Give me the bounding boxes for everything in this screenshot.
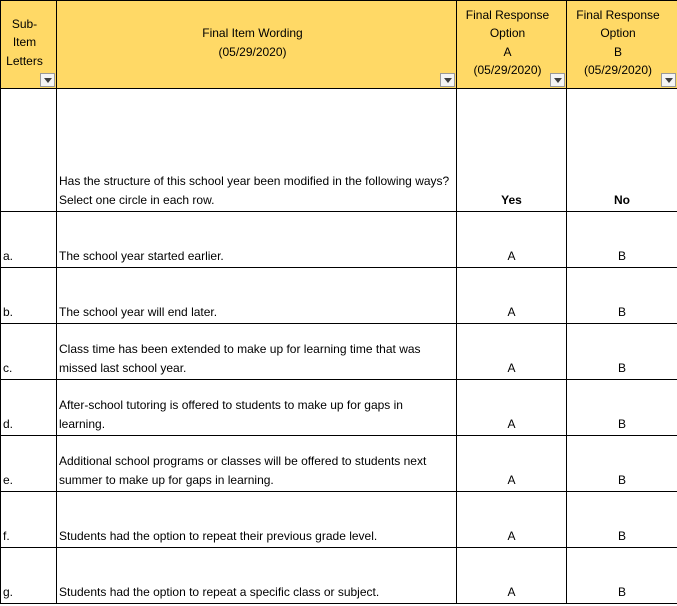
- cell-option-b[interactable]: B: [567, 380, 677, 436]
- header-line: Item: [12, 35, 37, 50]
- item-row: [1, 380, 677, 436]
- item-row: [1, 548, 677, 604]
- item-row: [1, 436, 677, 492]
- cell-option-b[interactable]: B: [567, 436, 677, 492]
- cell-option-b[interactable]: B: [567, 212, 677, 268]
- filter-dropdown-button[interactable]: [550, 73, 565, 87]
- cell-wording[interactable]: Students had the option to repeat their previous grade level.: [57, 492, 457, 548]
- filter-dropdown-icon: [444, 78, 452, 83]
- cell-letter[interactable]: c.: [1, 324, 57, 380]
- header-line: (05/29/2020): [473, 63, 542, 77]
- cell-wording[interactable]: The school year will end later.: [57, 268, 457, 324]
- cell-letter[interactable]: g.: [1, 548, 57, 604]
- intro-row: [1, 89, 677, 212]
- header-line: Final Response: [465, 7, 550, 22]
- filter-dropdown-button[interactable]: [440, 73, 455, 87]
- cell-option-b[interactable]: B: [567, 268, 677, 324]
- header-line: Option: [489, 26, 526, 40]
- header-response-option-b: [567, 1, 677, 89]
- cell-option-a[interactable]: A: [457, 268, 567, 324]
- header-final-item-wording: [57, 1, 457, 89]
- cell-wording[interactable]: Class time has been extended to make up for learning time that was missed last school year.: [57, 324, 457, 380]
- cell-option-a[interactable]: A: [457, 492, 567, 548]
- cell-letter[interactable]: a.: [1, 212, 57, 268]
- filter-dropdown-icon: [665, 78, 673, 83]
- header-line: Final Response: [576, 7, 660, 22]
- cell-wording[interactable]: The school year started earlier.: [57, 212, 457, 268]
- cell-option-a[interactable]: A: [457, 324, 567, 380]
- cell-option-b[interactable]: B: [567, 548, 677, 604]
- header-response-option-a: [457, 1, 567, 89]
- cell-option-a[interactable]: Yes: [457, 89, 567, 212]
- header-line: Sub-: [11, 16, 38, 31]
- header-sub-item-letters: [1, 1, 57, 89]
- cell-option-a[interactable]: A: [457, 212, 567, 268]
- item-row: [1, 492, 677, 548]
- item-row: [1, 212, 677, 268]
- header-line: Final Item Wording: [202, 26, 303, 40]
- filter-dropdown-icon: [44, 78, 52, 83]
- item-row: [1, 324, 677, 380]
- header-line: B: [613, 44, 622, 59]
- header-line: A: [503, 44, 512, 59]
- filter-dropdown-button[interactable]: [40, 73, 55, 87]
- cell-option-b[interactable]: B: [567, 492, 677, 548]
- cell-option-a[interactable]: A: [457, 548, 567, 604]
- cell-wording[interactable]: Has the structure of this school year been modified in the following ways? Select one circle in each row.: [57, 89, 457, 212]
- header-line: (05/29/2020): [583, 63, 653, 77]
- cell-wording[interactable]: Students had the option to repeat a specific class or subject.: [57, 548, 457, 604]
- cell-option-a[interactable]: A: [457, 380, 567, 436]
- header-line: Letters: [6, 53, 43, 68]
- cell-letter[interactable]: e.: [1, 436, 57, 492]
- cell-letter[interactable]: [1, 89, 57, 212]
- header-line: (05/29/2020): [218, 44, 287, 59]
- cell-wording[interactable]: After-school tutoring is offered to students to make up for gaps in learning.: [57, 380, 457, 436]
- cell-option-b[interactable]: B: [567, 324, 677, 380]
- item-row: [1, 268, 677, 324]
- cell-letter[interactable]: f.: [1, 492, 57, 548]
- header-line: Option: [600, 26, 636, 40]
- cell-letter[interactable]: d.: [1, 380, 57, 436]
- cell-option-b[interactable]: No: [567, 89, 677, 212]
- cell-letter[interactable]: b.: [1, 268, 57, 324]
- header-row: [1, 1, 677, 89]
- filter-dropdown-button[interactable]: [661, 73, 676, 87]
- cell-wording[interactable]: Additional school programs or classes will be offered to students next summer to make up for gaps in learning.: [57, 436, 457, 492]
- cell-option-a[interactable]: A: [457, 436, 567, 492]
- filter-dropdown-icon: [554, 78, 562, 83]
